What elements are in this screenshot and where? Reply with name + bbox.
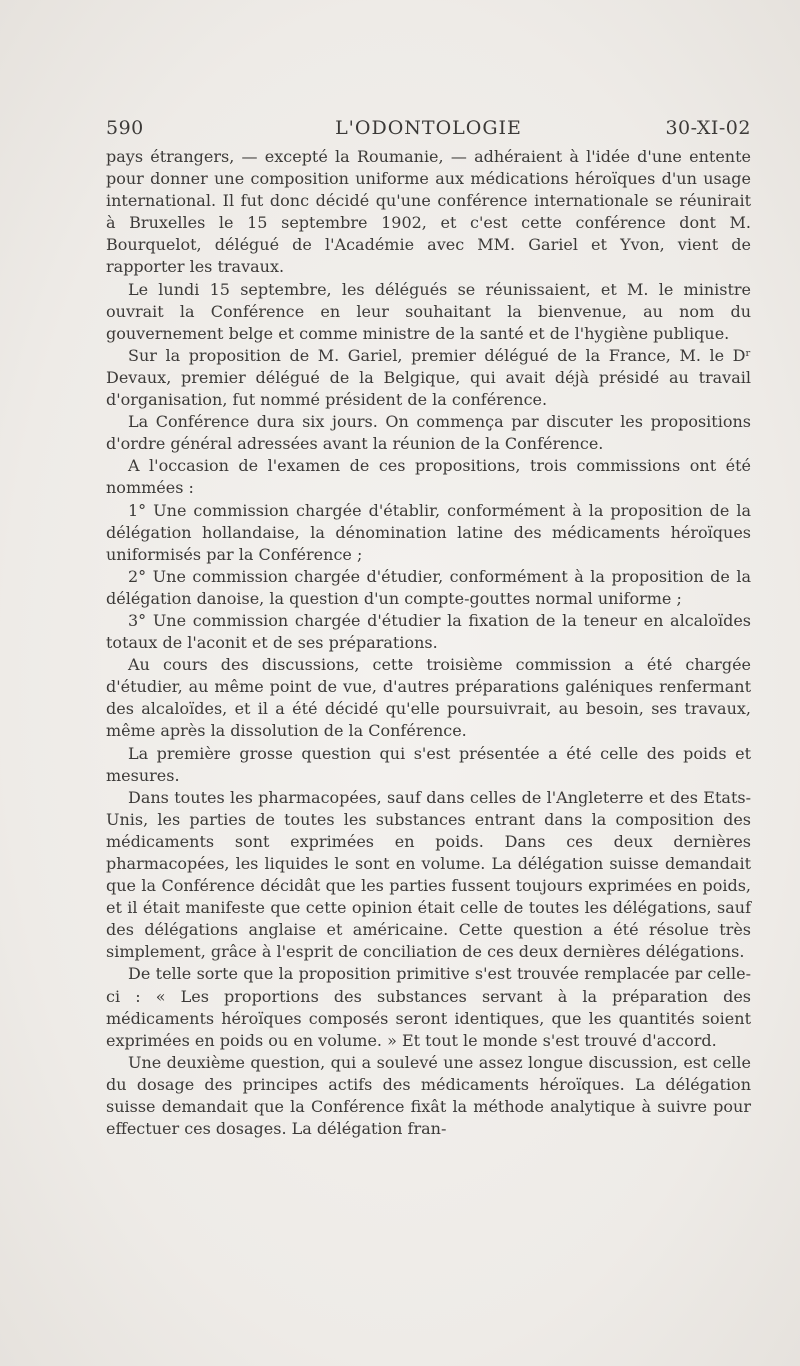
paragraph: A l'occasion de l'examen de ces propositions, trois commissions ont été nommées : <box>106 456 751 498</box>
paragraph: La première grosse question qui s'est présentée a été celle des poids et mesures. <box>106 743 751 785</box>
paragraph: Sur la proposition de M. Gariel, premier délégué de la France, M. le Dʳ Devaux, premier délégué de la Belgique, qui avait déjà présidé au travail d'organisation, fut nommé président de la conférence. <box>106 345 751 410</box>
paragraph: Une deuxième question, qui a soulevé une assez longue discussion, est celle du dosage des principes actifs des médicaments héroïques. La délégation suisse demandait que la Conférence fixât la méthode analytique à suivre pour effectuer ces dosages. La délégation fran- <box>106 1052 751 1139</box>
paragraph: Au cours des discussions, cette troisième commission a été chargée d'étudier, au même point de vue, d'autres préparations galéniques renfermant des alcaloïdes, et il a été décidé qu'elle poursuivrait, au besoin, ses travaux, même après la dissolution de la Conférence. <box>106 655 751 741</box>
list-item-commission-3: 3° Une commission chargée d'étudier la fixation de la teneur en alcaloïdes totaux de l'aconit et de ses préparations. <box>106 610 751 653</box>
paragraph: pays étrangers, — excepté la Roumanie, — adhéraient à l'idée d'une entente pour donner une composition uniforme aux médications héroïques d'un usage international. Il fut donc décidé qu'une conférence internationale se réunirait à Bruxelles le 15 septembre 1902, et c'est cette conférence dont M. Bourquelot, délégué de l'Académie avec MM. Gariel et Yvon, vient de rapporter les travaux. <box>106 147 751 277</box>
running-title: L'ODONTOLOGIE <box>335 117 522 139</box>
paragraph: Le lundi 15 septembre, les délégués se réunissaient, et M. le ministre ouvrait la Conférence en leur souhaitant la bienvenue, au nom du gouvernement belge et comme ministre de la santé et de l'hygiène publique. <box>106 279 751 343</box>
paragraph: Dans toutes les pharmacopées, sauf dans celles de l'Angleterre et des Etats-Unis, les parties de toutes les substances entrant dans la composition des médicaments sont exprimées en poids. Dans ces deux dernières pharmacopées, les liquides le sont en volume. La délégation suisse demandait que la Conférence décidât que les parties fussent toujours exprimées en poids, et il était manifeste que cette opinion était celle de toutes les délégations, sauf des délégations anglaise et américaine. Cette question a été résolue très simplement, grâce à l'esprit de conciliation de ces deux dernières délégations. <box>106 787 751 962</box>
body-text <box>106 146 751 1140</box>
running-header <box>106 117 751 143</box>
issue-date: 30-XI-02 <box>665 117 751 139</box>
paragraph: De telle sorte que la proposition primitive s'est trouvée remplacée par celle-ci : « Les proportions des substances servant à la préparation des médicaments héroïques composés seront identiques, que les quantités soient exprimées en poids ou en volume. » Et tout le monde s'est trouvé d'accord. <box>106 964 751 1050</box>
list-item-commission-1: 1° Une commission chargée d'établir, conformément à la proposition de la délégation hollandaise, la dénomination latine des médicaments héroïques uniformisés par la Conférence ; <box>106 500 751 564</box>
list-item-commission-2: 2° Une commission chargée d'étudier, conformément à la proposition de la délégation danoise, la question d'un compte-gouttes normal uniforme ; <box>106 566 751 608</box>
paragraph: La Conférence dura six jours. On commença par discuter les propositions d'ordre général adressées avant la réunion de la Conférence. <box>106 412 751 454</box>
page-number: 590 <box>106 117 144 139</box>
